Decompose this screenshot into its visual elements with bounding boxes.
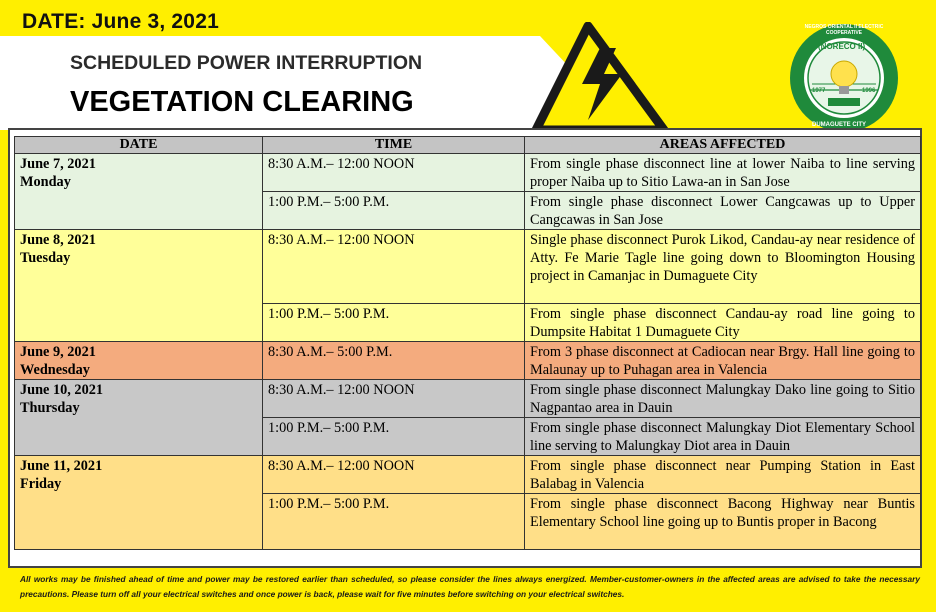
- area-cell: From single phase disconnect Lower Cangcawas up to Upper Cangcawas in San Jose: [525, 192, 921, 230]
- time-cell: 1:00 P.M.– 5:00 P.M.: [263, 494, 525, 550]
- weekday-text: Tuesday: [20, 250, 71, 266]
- weekday-text: Monday: [20, 174, 71, 190]
- table-row: [15, 380, 921, 418]
- area-cell: Single phase disconnect Purok Likod, Candau-ay near residence of Atty. Fe Marie Tagle line going down to Bloomington Housing project in Camanjac in Dumaguete City: [525, 230, 921, 304]
- table-header-row: [15, 137, 921, 154]
- area-cell: From single phase disconnect near Pumping Station in East Balabag in Valencia: [525, 456, 921, 494]
- area-cell: From single phase disconnect Candau-ay road line going to Dumpsite Habitat 1 Dumaguete City: [525, 304, 921, 342]
- column-header-time: TIME: [263, 137, 525, 154]
- date-cell: [15, 380, 263, 456]
- schedule-body: [15, 154, 921, 550]
- date-cell: [15, 456, 263, 550]
- time-cell: 1:00 P.M.– 5:00 P.M.: [263, 418, 525, 456]
- time-cell: 8:30 A.M.– 12:00 NOON: [263, 456, 525, 494]
- date-cell: [15, 342, 263, 380]
- date-text: June 7, 2021: [20, 156, 96, 172]
- area-cell: From single phase disconnect line at lower Naiba to line serving proper Naiba up to Sitio Lawa-an in San Jose: [525, 154, 921, 192]
- table-row: [15, 342, 921, 380]
- logo-city: DUMAGUETE CITY: [812, 122, 866, 128]
- column-header-date: DATE: [15, 137, 263, 154]
- date-text: June 11, 2021: [20, 458, 103, 474]
- column-header-areas: AREAS AFFECTED: [525, 137, 921, 154]
- weekday-text: Wednesday: [20, 362, 90, 378]
- page-subtitle: VEGETATION CLEARING: [70, 86, 414, 118]
- footer-note: All works may be finished ahead of time and power may be restored earlier than scheduled, so please consider the lines always energized. Member-customer-owners in the affected areas are advised to take the necessary precautions. Please turn off all your electrical switches and once power is back, please wait for five minutes before switching on your electrical switches.: [20, 574, 920, 599]
- date-cell: [15, 230, 263, 342]
- time-cell: 8:30 A.M.– 12:00 NOON: [263, 230, 525, 304]
- time-cell: 8:30 A.M.– 12:00 NOON: [263, 154, 525, 192]
- time-cell: 8:30 A.M.– 5:00 P.M.: [263, 342, 525, 380]
- table-row: [15, 456, 921, 494]
- area-cell: From single phase disconnect Malungkay Dako line going to Sitio Nagpantao area in Dauin: [525, 380, 921, 418]
- date-text: June 9, 2021: [20, 344, 96, 360]
- logo-year-left: 1977: [812, 88, 826, 94]
- area-cell: From single phase disconnect Malungkay Diot Elementary School line serving to Malungkay Diot area in Dauin: [525, 418, 921, 456]
- time-cell: 1:00 P.M.– 5:00 P.M.: [263, 304, 525, 342]
- time-cell: 8:30 A.M.– 12:00 NOON: [263, 380, 525, 418]
- header: [0, 0, 936, 132]
- page-title: SCHEDULED POWER INTERRUPTION: [70, 52, 423, 74]
- cooperative-logo: [788, 22, 900, 134]
- high-voltage-warning-icon: [530, 22, 670, 134]
- time-cell: 1:00 P.M.– 5:00 P.M.: [263, 192, 525, 230]
- area-cell: From 3 phase disconnect at Cadiocan near Brgy. Hall line going to Malaunay up to Puhagan area in Valencia: [525, 342, 921, 380]
- date-cell: [15, 154, 263, 230]
- weekday-text: Thursday: [20, 400, 80, 416]
- weekday-text: Friday: [20, 476, 62, 492]
- table-row: [15, 154, 921, 192]
- schedule-table: [14, 136, 921, 550]
- area-cell: From single phase disconnect Bacong Highway near Buntis Elementary School line going up to Buntis proper in Bacong: [525, 494, 921, 550]
- logo-short-name: (NORECO II): [818, 42, 866, 51]
- date-label: DATE: June 3, 2021: [22, 10, 219, 33]
- logo-ring-text: NEGROS ORIENTAL II ELECTRIC COOPERATIVE: [804, 24, 884, 36]
- date-text: June 8, 2021: [20, 232, 96, 248]
- schedule-table-container: [8, 128, 922, 568]
- logo-year-right: 1996: [862, 88, 876, 94]
- table-row: [15, 230, 921, 304]
- date-text: June 10, 2021: [20, 382, 104, 398]
